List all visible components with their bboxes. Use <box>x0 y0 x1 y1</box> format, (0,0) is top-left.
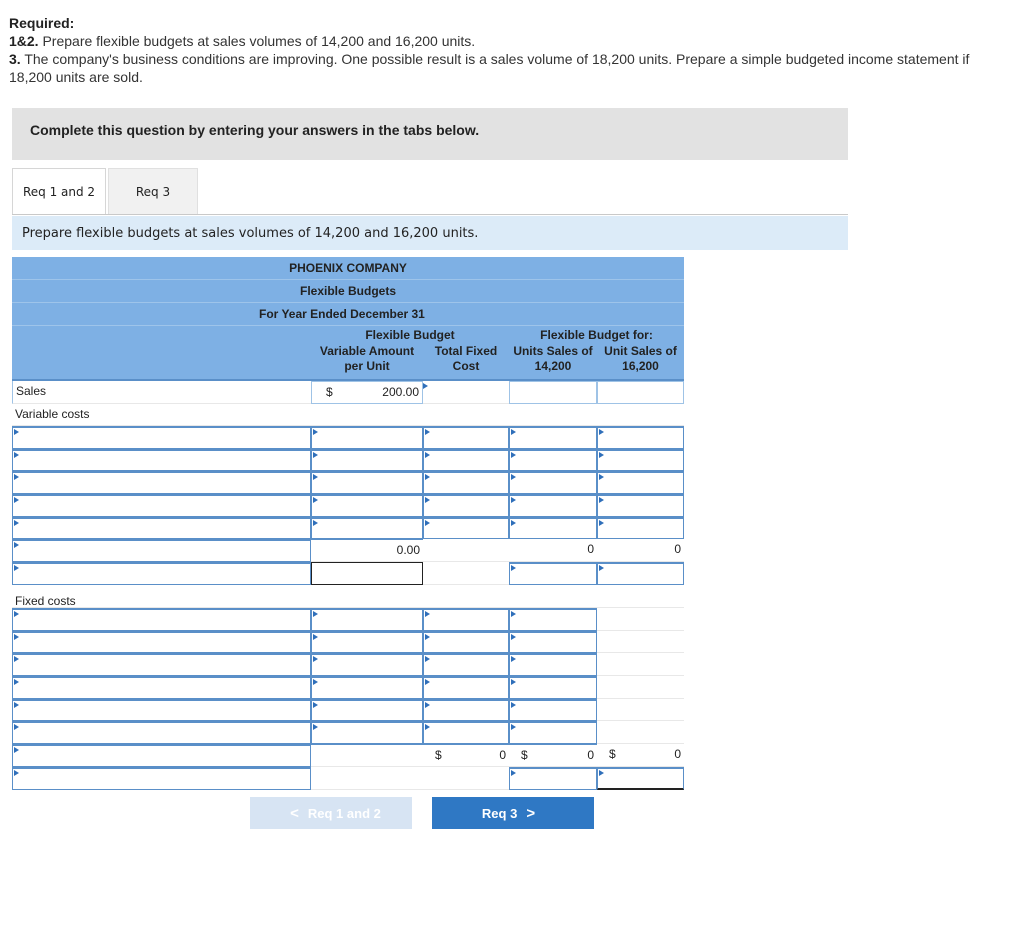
fixed-cost-total-input[interactable] <box>423 653 509 676</box>
fixed-costs-header-row <box>12 585 684 608</box>
col-units-16200: Unit Sales of 16,200 <box>604 344 677 373</box>
variable-cost-per-unit-input[interactable] <box>311 471 423 494</box>
fixed-cost-14200-input[interactable] <box>509 653 597 676</box>
column-group-header <box>12 326 684 344</box>
fixed-cost-per-unit-input[interactable] <box>311 653 423 676</box>
tab-divider <box>12 214 848 215</box>
tab-req-3[interactable]: Req 3 <box>108 168 198 214</box>
variable-cost-14200-input[interactable] <box>509 426 597 449</box>
variable-cost-row <box>12 426 684 449</box>
fixed-cost-total-input[interactable] <box>423 676 509 699</box>
col-variable-per-unit: Variable Amount per Unit <box>319 344 415 373</box>
contribution-margin-label-input[interactable] <box>12 562 311 585</box>
contribution-margin-per-unit <box>311 562 423 585</box>
sales-label: Sales <box>16 384 47 398</box>
variable-cost-name-input[interactable] <box>12 517 311 540</box>
variable-costs-label: Variable costs <box>15 406 90 421</box>
fixed-costs-label: Fixed costs <box>15 594 76 609</box>
variable-costs-header-row <box>12 404 684 427</box>
column-header <box>12 344 684 381</box>
variable-cost-16200-input[interactable] <box>597 449 684 472</box>
variable-cost-per-unit-input[interactable] <box>311 449 423 472</box>
variable-cost-14200-input[interactable] <box>509 449 597 472</box>
fixed-cost-per-unit-input[interactable] <box>311 699 423 722</box>
fixed-cost-per-unit-input[interactable] <box>311 676 423 699</box>
fixed-cost-name-input[interactable] <box>12 721 311 744</box>
fixed-cost-name-input[interactable] <box>12 608 311 631</box>
fixed-cost-row <box>12 631 684 654</box>
contribution-margin-row <box>12 562 684 585</box>
instruction-bar: Complete this question by entering your answers in the tabs below. <box>12 108 848 160</box>
contribution-margin-16200-input[interactable] <box>597 562 684 585</box>
required-heading: Required: <box>9 15 75 31</box>
flexible-budget-worksheet <box>12 257 684 790</box>
variable-cost-fixed-input[interactable] <box>423 426 509 449</box>
fixed-cost-row <box>12 608 684 631</box>
variable-cost-row <box>12 517 684 540</box>
variable-cost-per-unit-input[interactable] <box>311 494 423 517</box>
total-fixed-costs-row: $ 0 $ 0 $ 0 <box>12 744 684 767</box>
fixed-cost-row <box>12 653 684 676</box>
variable-cost-14200-input[interactable] <box>509 494 597 517</box>
requirement-1-2: 1&2. Prepare flexible budgets at sales volumes of 14,200 and 16,200 units. <box>9 33 476 49</box>
fixed-cost-per-unit-input[interactable] <box>311 631 423 654</box>
fixed-cost-per-unit-input[interactable] <box>311 721 423 744</box>
fixed-cost-row <box>12 699 684 722</box>
sales-14200-input[interactable] <box>509 381 597 404</box>
variable-cost-fixed-input[interactable] <box>423 449 509 472</box>
fixed-cost-row <box>12 721 684 744</box>
group-flexible-budget: Flexible Budget <box>365 328 455 342</box>
chevron-left-icon: < <box>290 804 299 822</box>
variable-cost-16200-input[interactable] <box>597 471 684 494</box>
requirement-3: 3. The company's business conditions are improving. One possible result is a sales volume of 18,200 units. Prepare a simple budgeted income statement if 18,200 units are sold. <box>9 51 970 85</box>
tab-prompt: Prepare flexible budgets at sales volumes of 14,200 and 16,200 units. <box>12 216 848 250</box>
fixed-cost-row <box>12 676 684 699</box>
next-tab-button[interactable]: Req 3 > <box>432 797 594 829</box>
variable-cost-per-unit-input[interactable] <box>311 426 423 449</box>
income-14200-input[interactable] <box>509 767 597 790</box>
variable-cost-16200-input[interactable] <box>597 517 684 540</box>
income-row <box>12 767 684 790</box>
fixed-cost-total-input[interactable] <box>423 699 509 722</box>
fixed-cost-name-input[interactable] <box>12 676 311 699</box>
variable-cost-name-input[interactable] <box>12 471 311 494</box>
variable-cost-16200-input[interactable] <box>597 426 684 449</box>
fixed-cost-14200-input[interactable] <box>509 721 597 744</box>
fixed-cost-14200-input[interactable] <box>509 699 597 722</box>
sales-16200-input[interactable] <box>597 381 684 404</box>
fixed-cost-14200-input[interactable] <box>509 631 597 654</box>
company-name: PHOENIX COMPANY <box>12 257 684 280</box>
total-variable-costs-row: 0.00 0 0 <box>12 539 684 562</box>
requirements <box>9 14 1009 86</box>
previous-tab-button[interactable]: < Req 1 and 2 <box>250 797 412 829</box>
variable-cost-row <box>12 494 684 517</box>
variable-cost-14200-input[interactable] <box>509 517 597 540</box>
fixed-cost-14200-input[interactable] <box>509 676 597 699</box>
variable-cost-16200-input[interactable] <box>597 494 684 517</box>
fixed-cost-per-unit-input[interactable] <box>311 608 423 631</box>
variable-cost-fixed-input[interactable] <box>423 471 509 494</box>
tab-req-1-and-2[interactable]: Req 1 and 2 <box>12 168 106 215</box>
fixed-cost-name-input[interactable] <box>12 631 311 654</box>
tab-bar <box>12 168 848 214</box>
income-label-input[interactable] <box>12 767 311 790</box>
statement-title: Flexible Budgets <box>12 280 684 303</box>
col-total-fixed-cost: Total Fixed Cost <box>434 344 498 373</box>
variable-cost-name-input[interactable] <box>12 426 311 449</box>
fixed-cost-name-input[interactable] <box>12 653 311 676</box>
variable-cost-fixed-input[interactable] <box>423 494 509 517</box>
total-variable-costs-label-input[interactable] <box>12 539 311 562</box>
variable-cost-name-input[interactable] <box>12 494 311 517</box>
fixed-cost-total-input[interactable] <box>423 608 509 631</box>
total-fixed-costs-label-input[interactable] <box>12 744 311 767</box>
group-flexible-budget-for: Flexible Budget for: <box>540 328 653 342</box>
col-units-14200: Units Sales of 14,200 <box>513 344 593 373</box>
variable-cost-name-input[interactable] <box>12 449 311 472</box>
contribution-margin-14200-input[interactable] <box>509 562 597 585</box>
sales-per-unit-input[interactable]: $ 200.00 <box>311 381 423 404</box>
fixed-cost-total-input[interactable] <box>423 721 509 744</box>
variable-cost-row <box>12 471 684 494</box>
dollar-sign: $ <box>326 385 333 399</box>
fixed-cost-total-input[interactable] <box>423 631 509 654</box>
fixed-cost-name-input[interactable] <box>12 699 311 722</box>
income-16200-input[interactable] <box>597 767 684 790</box>
chevron-right-icon: > <box>526 804 536 822</box>
variable-cost-14200-input[interactable] <box>509 471 597 494</box>
variable-cost-fixed-input[interactable] <box>423 517 509 540</box>
variable-cost-row <box>12 449 684 472</box>
sales-row <box>12 381 684 404</box>
statement-period: For Year Ended December 31 <box>12 303 684 326</box>
fixed-cost-14200-input[interactable] <box>509 608 597 631</box>
variable-cost-per-unit-input[interactable] <box>311 517 423 540</box>
